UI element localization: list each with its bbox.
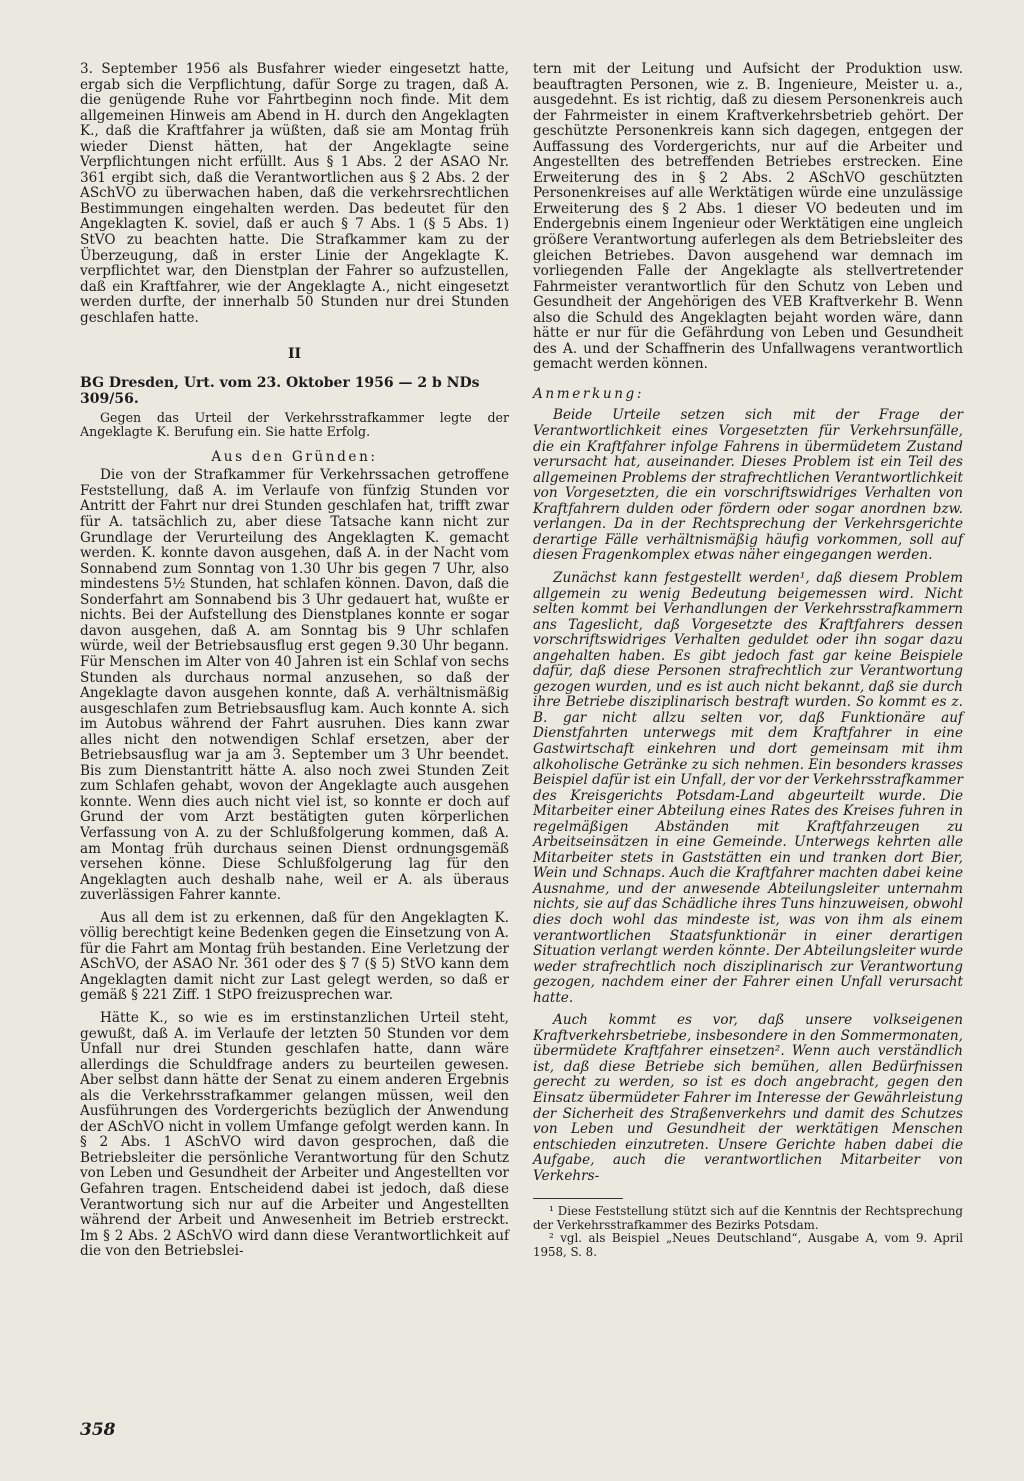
footnotes [533,1205,963,1259]
paragraph: Aus all dem ist zu erkennen, daß für den Angeklagten K. völlig berechtigt keine Bedenken gegen die Einsetzung von A. für die Fahrt am Montag früh bestanden. Eine Verletzung der ASchVO, der ASAO Nr. 361 oder des § 7 (§ 5) StVO kann dem Angeklagten damit nicht zur Last gelegt werden, so daß er gemäß § 221 Ziff. 1 StPO freizusprechen war. [80,909,509,1004]
section-number: II [287,346,302,363]
case-heading: BG Dresden, Urt. vom 23. Oktober 1956 — 2 b NDs 309/56. [80,374,480,407]
paragraph: Die von der Strafkammer für Verkehrssachen getroffene Feststellung, daß A. im Verlaufe von fünfzig Stunden vor Antritt der Fahrt nur drei Stunden geschlafen hat, trifft zwar für A. tatsächlich zu, aber diese Tatsache kann nicht zur Grundlage der Verurteilung des Angeklagten K. gemacht werden. K. konnte davon ausgehen, daß A. in der Nacht vom Sonnabend zum Sonntag von 1.30 Uhr bis gegen 7 Uhr, also mindestens 5½ Stunden, hat schlafen können. Davon, daß die Sonderfahrt am Sonnabend bis 3 Uhr gedauert hat, wußte er nichts. Bei der Aufstellung des Dienstplanes konnte er sogar davon ausgehen, daß A. am Sonntag bis 9 Uhr schlafen würde, weil der Betriebsausflug erst gegen 9.30 Uhr begann. Für Menschen im Alter von 40 Jahren ist ein Schlaf von sechs Stunden als durchaus normal anzusehen, so daß der Angeklagte davon ausgehen konnte, daß A. verhältnismäßig ausgeschlafen zum Betriebsausflug kam. Auch konnte A. sich im Autobus während der Fahrt ausruhen. Dies kann zwar alles nicht den notwendigen Schlaf ersetzen, aber der Betriebsausflug war ja am 3. September um 3 Uhr beendet. Bis zum Dienstantritt hätte A. also noch zwei Stunden Zeit zum Schlafen gehabt, wovon der Angeklagte auch ausgehen konnte. Wenn dies auch nicht viel ist, so konnte er doch auf Grund der vom Arzt bestätigten guten körperlichen Verfassung von A. zu der Schlußfolgerung kommen, daß A. am Montag früh durchaus seinen Dienst ordnungsgemäß versehen könne. Diese Schlußfolgerung lag für den Angeklagten auch deshalb nahe, weil er A. als überaus zuverlässigen Fahrer kannte. [80,467,509,904]
page-number: 358 [80,1420,116,1440]
case-intro: Gegen das Urteil der Verkehrsstrafkammer legte der Angeklagte K. Berufung ein. Sie hatte Erfolg. [80,409,509,440]
left-column [80,62,509,1260]
reasons-heading: Aus den Gründen: [211,448,378,465]
paragraph: 3. September 1956 als Busfahrer wieder eingesetzt hatte, ergab sich die Verpflichtung, dafür Sorge zu tragen, daß A. die genügende Ruhe vor Fahrtbeginn noch finde. Mit dem allgemeinen Hinweis am Abend in H. durch den Angeklagten K., daß die Kraftfahrer ja wüßten, daß sie am Montag früh wieder Dienst hätten, hat der Angeklagte seine Verpflichtungen nicht erfüllt. Aus § 1 Abs. 2 der ASAO Nr. 361 ergibt sich, daß die Verantwortlichen aus § 2 Abs. 2 der ASchVO zu überwachen haben, daß die verkehrsrechtlichen Bestimmungen eingehalten werden. Das bedeutet für den Angeklagten K. soviel, daß er auch § 7 Abs. 1 (§ 5 Abs. 1) StVO zu beachten hatte. Die Strafkammer kam zu der Überzeugung, daß in erster Linie der Angeklagte K. verpflichtet war, den Dienstplan der Fahrer so aufzustellen, daß ein Kraftfahrer, wie der Angeklagte A., nicht eingesetzt werden durfte, der innerhalb 50 Stunden nur drei Stunden geschlafen hatte. [80,61,509,326]
annotation-paragraph: Zunächst kann festgestellt werden¹, daß diesem Problem allgemein zu wenig Bedeutung beigemessen wird. Nicht selten kommt bei Verhandlungen der Verkehrsstrafkammern ans Tageslicht, daß Vorgesetzte des Kraftfahrers dessen vorschriftswidriges Verhalten geduldet oder ihn sogar dazu angehalten haben. Es gibt jedoch fast gar keine Beispiele dafür, daß diese Personen strafrechtlich zur Verantwortung gezogen wurden, und es ist auch nicht bekannt, daß sie durch ihre Betriebe disziplinarisch bestraft wurden. So kommt es z. B. gar nicht allzu selten vor, daß Funktionäre auf Dienstfahrten unterwegs mit dem Kraftfahrer in eine Gastwirtschaft einkehren und dort gemeinsam mit ihm alkoholische Getränke zu sich nehmen. Ein besonders krasses Beispiel dafür ist ein Unfall, der vor der Verkehrsstrafkammer des Kreisgerichts Potsdam-Land abgeurteilt wurde. Die Mitarbeiter einer Abteilung eines Rates des Kreises fuhren in regelmäßigen Abständen mit Kraftfahrzeugen zu Arbeitseinsätzen in eine Gemeinde. Unterwegs kehrten alle Mitarbeiter stets in Gaststätten ein und tranken dort Bier, Wein und Schnaps. Auch die Kraftfahrer machten dabei keine Ausnahme, und der anwesende Abteilungsleiter unternahm nichts, sie auf das Schädliche ihres Tuns hinzuweisen, obwohl dies doch wohl das mindeste ist, was von ihm als einem verantwortlichen Staatsfunktionär in einer derartigen Situation verlangt werden könnte. Der Abteilungsleiter wurde weder strafrechtlich noch disziplinarisch zur Verantwortung gezogen, nachdem einer der Fahrer einen Unfall verursacht hatte. [533,569,963,1006]
footnote: ² vgl. als Beispiel „Neues Deutschland“, Ausgabe A, vom 9. April 1958, S. 8. [533,1231,963,1259]
footnote: ¹ Diese Feststellung stützt sich auf die Kenntnis der Rechtsprechung der Verkehrsstrafkammer des Bezirks Potsdam. [533,1204,963,1232]
right-column [533,62,963,1259]
paragraph: tern mit der Leitung und Aufsicht der Produktion usw. beauftragten Personen, wie z. B. Ingenieure, Meister u. a., ausgedehnt. Es ist richtig, daß zu diesem Personenkreis auch der Fahrmeister in einem Kraftverkehrsbetrieb gehört. Der geschützte Personenkreis kann sich dagegen, entgegen der Auffassung des Vordergerichts, nur auf die Arbeiter und Angestellten des betreffenden Betriebes erstrecken. Eine Erweiterung des in § 2 Abs. 2 ASchVO geschützten Personenkreises auf alle Werktätigen würde eine unzulässige Erweiterung des § 2 Abs. 1 dieser VO bedeuten und im Endergebnis einem Ingenieur oder Werktätigen eine ungleich größere Verantwortung auferlegen als dem Betriebsleiter des gleichen Betriebes. Davon ausgehend war demnach im vorliegenden Falle der Angeklagte als stellvertretender Fahrmeister verantwortlich für den Schutz von Leben und Gesundheit der Angehörigen des VEB Kraftverkehr B. Wenn also die Schuld des Angeklagten bejaht worden wäre, dann hätte er nur für die Gefährdung von Leben und Gesundheit des A. und der Schaffnerin des Unfallwagens verantwortlich gemacht werden können. [533,61,963,373]
annotation-heading: Anmerkung: [533,385,645,402]
annotation-paragraph: Beide Urteile setzen sich mit der Frage der Verantwortlichkeit eines Vorgesetzten für Verkehrsunfälle, die ein Kraftfahrer infolge Fahrens in übermüdetem Zustand verursacht hat, auseinander. Dieses Problem ist ein Teil des allgemeinen Problems der strafrechtlichen Verantwortlichkeit von Vorgesetzten, die ein vorschriftswidriges Verhalten von Kraftfahrern dulden oder fördern oder sogar anordnen bzw. verlangen. Da in der Rechtsprechung der Verkehrsgerichte derartige Fälle verhältnismäßig häufig vorkommen, soll auf diesen Fragenkomplex etwas näher eingegangen werden. [533,407,963,564]
annotation-body [533,408,963,1184]
paragraph: Hätte K., so wie es im erstinstanzlichen Urteil steht, gewußt, daß A. im Verlaufe der letzten 50 Stunden vor dem Unfall nur drei Stunden geschlafen hatte, dann wäre allerdings die Schuldfrage anders zu beurteilen gewesen. Aber selbst dann hätte der Senat zu einem anderen Ergebnis als die Verkehrsstrafkammer gelangen müssen, weil den Ausführungen des Vordergerichts bezüglich der Anwendung der ASchVO nicht in vollem Umfange gefolgt werden kann. In § 2 Abs. 1 ASchVO wird davon gesprochen, daß die Betriebsleiter die persönliche Verantwortung für den Schutz von Leben und Gesundheit der Arbeiter und Angestellten vor Gefahren tragen. Entscheidend dabei ist jedoch, daß diese Verantwortung sich nur auf die Arbeiter und Angestellten während der Arbeit und Anwesenheit im Betrieb erstreckt. Im § 2 Abs. 2 ASchVO wird dann diese Verantwortlichkeit auf die von den Betriebslei- [80,1009,509,1260]
footnote-divider [533,1198,623,1199]
annotation-paragraph: Auch kommt es vor, daß unsere volkseigenen Kraftverkehrsbetriebe, insbesondere in den Sommermonaten, übermüdete Kraftfahrer einsetzen². Wenn auch verständlich ist, daß diese Betriebe sich bemühen, allen Bedürfnissen gerecht zu werden, so ist es doch angebracht, gegen den Einsatz übermüdeter Fahrer im Interesse der Gewährleistung der Sicherheit des Straßenverkehrs und damit des Schutzes von Leben und Gesundheit der werktätigen Menschen entschieden einzutreten. Unsere Gerichte haben dabei die Aufgabe, auch die verantwortlichen Mitarbeiter von Verkehrs- [533,1012,963,1184]
